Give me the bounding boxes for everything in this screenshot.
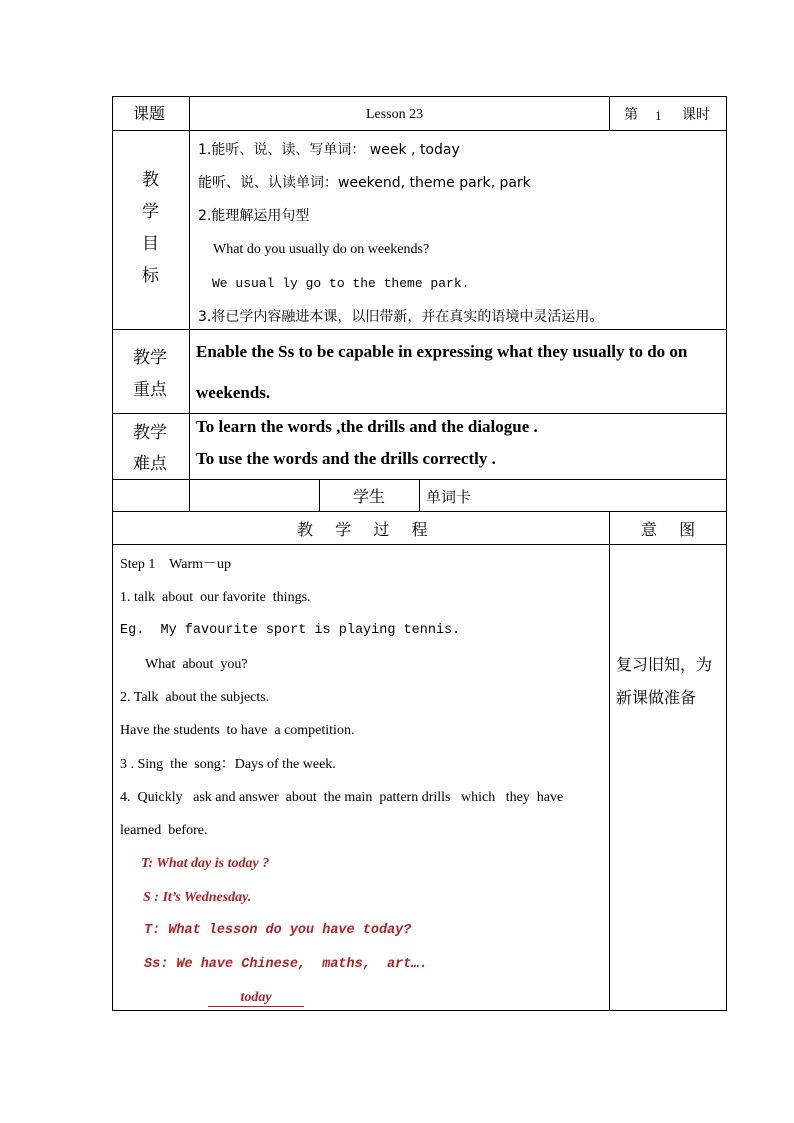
- process-step: What about you?: [145, 657, 248, 672]
- process-step: 3 . Sing the song：Days of the week.: [120, 757, 336, 772]
- objectives-label-char: 学: [142, 202, 159, 222]
- student-item: 单词卡: [426, 488, 472, 506]
- col-divider: [189, 96, 190, 512]
- period-suffix: 课时: [682, 107, 710, 123]
- dialogue-line: T: What lesson do you have today?: [144, 923, 412, 938]
- process-title: 教 学 过 程: [297, 520, 428, 539]
- row-divider: [112, 413, 727, 414]
- difficulties-label: 难点: [133, 454, 167, 474]
- col-divider: [609, 96, 610, 131]
- process-step: 1. talk about our favorite things.: [120, 590, 311, 605]
- row-divider: [112, 130, 727, 131]
- process-step: 4. Quickly ask and answer about the main pattern drills which they have: [120, 790, 564, 805]
- period-number: 1: [655, 108, 662, 123]
- process-step: Eg. My favourite sport is playing tennis.: [120, 623, 461, 638]
- intent-line: 复习旧知，为: [616, 655, 713, 674]
- objective-line: 2.能理解运用句型: [198, 208, 310, 224]
- row-divider: [112, 96, 727, 97]
- key-points-label: 教学: [133, 348, 167, 368]
- process-step: Step 1 Warm－up: [120, 557, 231, 572]
- difficulties-line: To use the words and the drills correctly .: [196, 449, 496, 468]
- col-divider: [319, 479, 320, 512]
- dialogue-line: Ss: We have Chinese, maths, art….: [144, 957, 428, 972]
- table-border-bottom: [112, 1010, 727, 1011]
- objective-line: We usual ly go to the theme park.: [212, 276, 470, 291]
- objective-line: What do you usually do on weekends?: [213, 242, 430, 257]
- table-border-right: [726, 96, 727, 1011]
- key-points-line: weekends.: [196, 383, 271, 402]
- student-label: 学生: [353, 487, 386, 506]
- key-points-line: Enable the Ss to be capable in expressing what they usually to do on: [196, 342, 688, 361]
- topic-label: 课题: [133, 104, 166, 123]
- period-prefix: 第: [624, 107, 638, 123]
- lesson-title: Lesson 23: [366, 107, 424, 122]
- process-step: 2. Talk about the subjects.: [120, 690, 270, 705]
- dialogue-blank-word: today: [240, 990, 272, 1005]
- key-points-label: 重点: [133, 380, 167, 400]
- row-divider: [112, 329, 727, 330]
- objective-line: 能听、说、认读单词：weekend, theme park, park: [198, 175, 531, 191]
- row-divider: [112, 544, 727, 545]
- process-step: learned before.: [120, 823, 208, 838]
- objectives-label-char: 标: [142, 266, 159, 286]
- col-divider: [609, 511, 610, 1011]
- objective-line: 3.将已学内容融进本课，以旧带新，并在真实的语境中灵活运用。: [198, 309, 604, 325]
- difficulties-line: To learn the words ,the drills and the dialogue .: [196, 417, 538, 436]
- process-step: Have the students to have a competition.: [120, 723, 355, 738]
- dialogue-line: S : It’s Wednesday.: [143, 890, 252, 905]
- table-border-left: [112, 96, 113, 1011]
- objectives-label-char: 目: [142, 234, 159, 254]
- objectives-label-char: 教: [142, 170, 159, 190]
- intent-title: 意 图: [641, 520, 696, 539]
- dialogue-blank: [208, 991, 304, 1007]
- difficulties-label: 教学: [133, 423, 167, 443]
- objective-line: 1.能听、说、读、写单词： week , today: [198, 142, 460, 158]
- intent-line: 新课做准备: [616, 688, 697, 707]
- col-divider: [419, 479, 420, 512]
- dialogue-line: T: What day is today ?: [141, 856, 270, 871]
